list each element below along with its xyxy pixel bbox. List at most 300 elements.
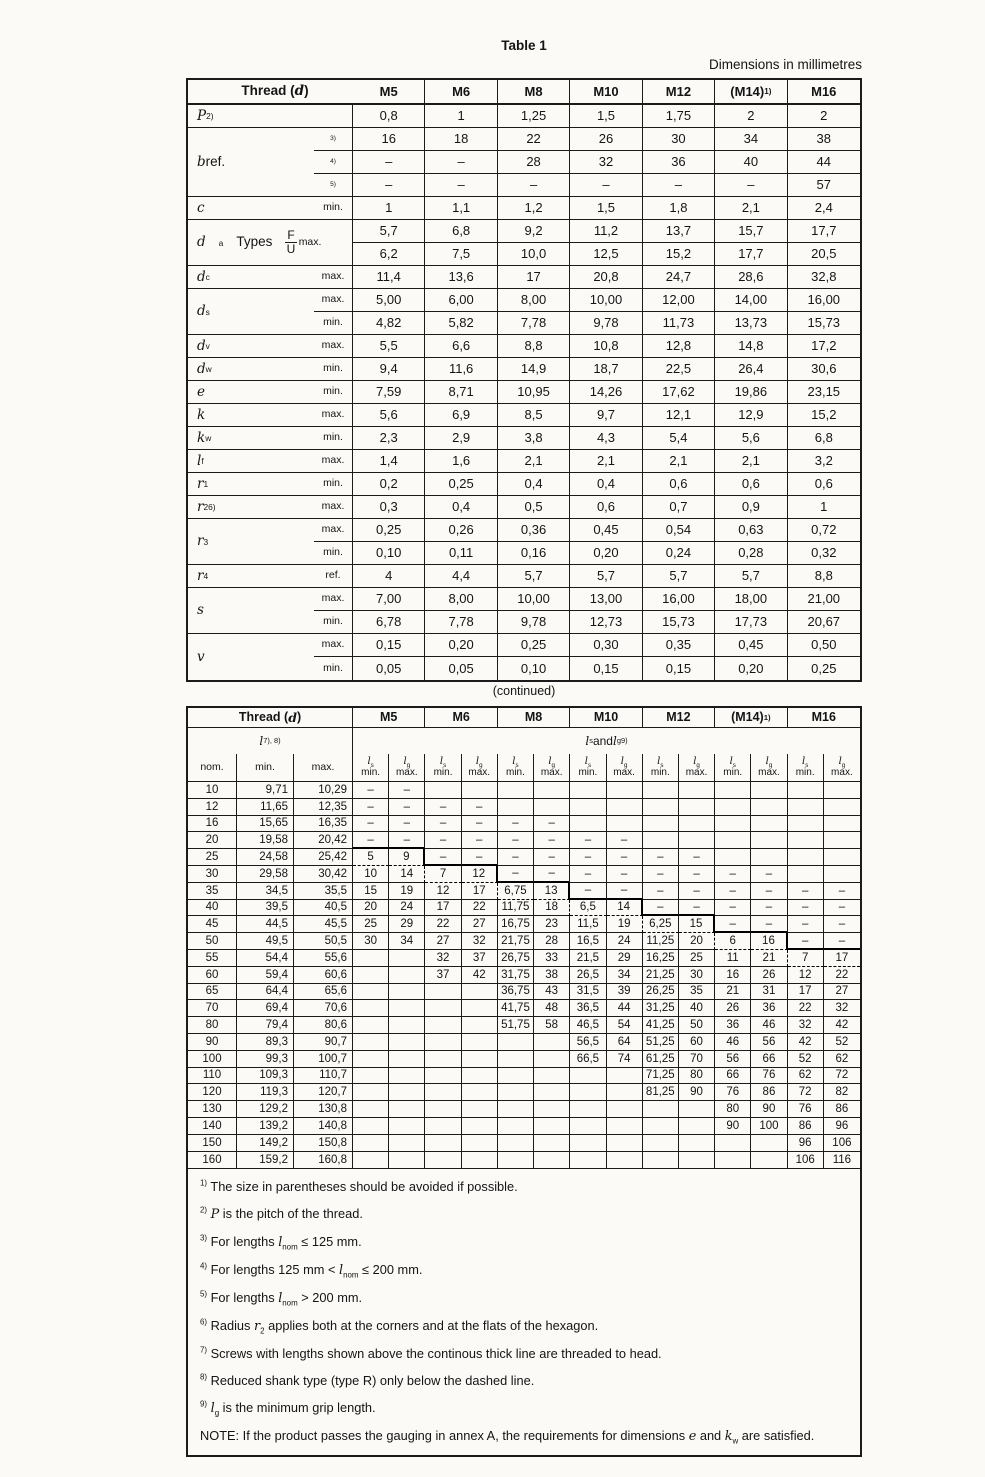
ls-cell — [643, 782, 679, 799]
nom-cell: 130 — [188, 1101, 237, 1118]
lg-cell — [824, 866, 860, 883]
max-cell: 16,35 — [294, 816, 353, 833]
nom-cell: 90 — [188, 1034, 237, 1051]
value-cell: 8,00 — [498, 289, 570, 312]
ls-cell: 20 — [353, 900, 389, 917]
value-cell: 2,1 — [715, 197, 787, 220]
value-cell: 0,32 — [788, 542, 860, 565]
value-cell: – — [498, 174, 570, 197]
value-cell: 13,7 — [643, 220, 715, 243]
value-cell: 12,73 — [570, 611, 642, 634]
lg-cell: 74 — [607, 1051, 643, 1068]
ls-cell: 32 — [788, 1017, 824, 1034]
lg-cell — [462, 984, 498, 1001]
ls-cell: 15 — [353, 883, 389, 900]
lg-cell: 52 — [824, 1034, 860, 1051]
value-cell: 0,9 — [715, 496, 787, 519]
max-cell: 40,5 — [294, 900, 353, 917]
pair-subheader: $l_s$ min. — [715, 754, 751, 782]
lg-cell: – — [389, 832, 425, 849]
ls-cell — [353, 1118, 389, 1135]
lg-cell: – — [607, 883, 643, 900]
ls-cell: – — [570, 832, 606, 849]
max-cell: 120,7 — [294, 1084, 353, 1101]
nom-cell: 16 — [188, 816, 237, 833]
value-cell: 13,6 — [425, 266, 497, 289]
value-cell: 0,05 — [425, 657, 497, 680]
column-header: M5 — [353, 708, 425, 728]
value-cell: 0,3 — [353, 496, 425, 519]
value-cell: 38 — [788, 128, 860, 151]
lg-cell: – — [679, 900, 715, 917]
row-modifier: min. — [314, 427, 353, 450]
value-cell: 0,20 — [425, 634, 497, 657]
lg-cell — [751, 832, 787, 849]
lg-cell: – — [824, 900, 860, 917]
lg-cell: 19 — [389, 883, 425, 900]
ls-cell: – — [715, 866, 751, 883]
lg-cell: 19 — [607, 916, 643, 933]
value-cell: 9,78 — [498, 611, 570, 634]
lg-cell: 76 — [751, 1068, 787, 1085]
lg-cell: 82 — [824, 1084, 860, 1101]
thread-header-cell: Thread ( d ) — [188, 80, 353, 105]
ls-cell: – — [715, 916, 751, 933]
lg-cell — [462, 1000, 498, 1017]
value-cell: 17,73 — [715, 611, 787, 634]
ls-cell — [643, 1101, 679, 1118]
ls-cell: 30 — [353, 933, 389, 950]
ls-cell: – — [715, 883, 751, 900]
pair-subheader: $l_s$ min. — [570, 754, 606, 782]
value-cell: 32 — [570, 151, 642, 174]
lg-cell — [679, 1152, 715, 1169]
lg-cell: – — [534, 849, 570, 866]
column-header: M8 — [498, 80, 570, 105]
ls-cell: 46 — [715, 1034, 751, 1051]
value-cell: 0,25 — [811, 660, 837, 676]
ls-cell: 10 — [353, 866, 389, 883]
lg-cell: 22 — [462, 900, 498, 917]
value-cell: 0,8 — [353, 105, 425, 128]
lg-cell: 32 — [462, 933, 498, 950]
value-cell: 44 — [788, 151, 860, 174]
value-cell: 2 — [715, 105, 787, 128]
ls-cell: 42 — [788, 1034, 824, 1051]
value-cell: 1,25 — [498, 105, 570, 128]
lg-cell: – — [679, 866, 715, 883]
lg-cell — [462, 1135, 498, 1152]
value-cell: 1,5 — [570, 105, 642, 128]
value-cell: – — [353, 151, 425, 174]
value-cell: 5,5 — [353, 335, 425, 358]
ls-cell: 6,5 — [570, 900, 606, 917]
nom-cell: 40 — [188, 900, 237, 917]
lg-cell: – — [824, 933, 860, 950]
lg-cell: 70 — [679, 1051, 715, 1068]
value-cell: 5,7 — [570, 565, 642, 588]
value-cell: 5,6 — [353, 404, 425, 427]
ls-cell: 6,25 — [643, 916, 679, 933]
max-cell: 60,6 — [294, 967, 353, 984]
ls-cell: 26,5 — [570, 967, 606, 984]
ls-cell: 41,25 — [643, 1017, 679, 1034]
value-cell: 0,25 — [353, 519, 425, 542]
lg-cell: 116 — [832, 1153, 852, 1166]
nom-cell: 30 — [188, 866, 237, 883]
value-cell: 0,6 — [788, 473, 860, 496]
value-cell: 4,3 — [570, 427, 642, 450]
ls-cell: – — [498, 816, 534, 833]
value-cell: 12,5 — [570, 243, 642, 266]
ls-cell — [498, 1034, 534, 1051]
value-cell: 0,30 — [570, 634, 642, 657]
lg-cell — [751, 799, 787, 816]
lg-cell — [824, 832, 860, 849]
value-cell: 15,73 — [788, 312, 860, 335]
max-cell: 45,5 — [294, 916, 353, 933]
ls-cell: 12 — [425, 883, 461, 900]
ls-cell: – — [715, 900, 751, 917]
lg-cell: 15 — [679, 916, 715, 933]
lg-cell: – — [462, 799, 498, 816]
lg-cell: 86 — [751, 1084, 787, 1101]
lg-cell: – — [389, 816, 425, 833]
ls-cell — [715, 816, 751, 833]
ls-cell — [570, 1152, 606, 1169]
footnote: $^{3)}$ For lengths $l_{nom} \le 125$ mm. — [200, 1234, 362, 1252]
pair-subheader: $l_s$ min. — [498, 754, 534, 782]
ls-cell: 90 — [715, 1118, 751, 1135]
lg-cell: 29 — [389, 916, 425, 933]
value-cell: 2,9 — [425, 427, 497, 450]
row-modifier: 4) — [314, 151, 353, 174]
value-cell: 0,5 — [498, 496, 570, 519]
lg-cell — [389, 1000, 425, 1017]
value-cell: – — [643, 174, 715, 197]
lg-cell: – — [751, 866, 787, 883]
nom-cell: 110 — [188, 1068, 237, 1085]
min-cell: 79,4 — [237, 1017, 294, 1034]
lg-cell — [607, 782, 643, 799]
value-cell: 0,63 — [715, 519, 787, 542]
value-cell: 0,11 — [425, 542, 497, 565]
min-cell: 15,65 — [237, 816, 294, 833]
lg-cell: 28 — [534, 933, 570, 950]
ls-cell: 46,5 — [570, 1017, 606, 1034]
max-cell: 160,8 — [294, 1152, 353, 1169]
value-cell: 13,73 — [715, 312, 787, 335]
ls-cell — [353, 1068, 389, 1085]
value-cell: 26 — [570, 128, 642, 151]
ls-cell: 56,5 — [570, 1034, 606, 1051]
value-cell: – — [425, 151, 497, 174]
ls-cell: – — [425, 832, 461, 849]
value-cell: 0,6 — [570, 496, 642, 519]
ls-cell: – — [570, 866, 606, 883]
value-cell: 1,2 — [498, 197, 570, 220]
ls-cell — [353, 950, 389, 967]
row-modifier: max. — [314, 496, 353, 519]
value-cell: 6,8 — [425, 220, 497, 243]
ls-cell — [788, 832, 824, 849]
ls-cell — [788, 866, 824, 883]
value-cell: 14,26 — [570, 381, 642, 404]
lg-cell: 56 — [751, 1034, 787, 1051]
ls-cell — [353, 1101, 389, 1118]
ls-cell: – — [353, 832, 389, 849]
ls-cell — [425, 1084, 461, 1101]
value-cell: 20,67 — [788, 611, 860, 634]
value-cell: 9,7 — [570, 404, 642, 427]
ls-cell: – — [353, 816, 389, 833]
lg-cell — [534, 782, 570, 799]
value-cell: 11,4 — [353, 266, 425, 289]
ls-cell: – — [570, 849, 606, 866]
column-header: M6 — [425, 80, 497, 105]
nom-cell: 140 — [188, 1118, 237, 1135]
pair-subheader: $l_g$ max. — [389, 754, 425, 782]
lg-cell: 32 — [824, 1000, 860, 1017]
left-subheader: max. — [294, 754, 353, 782]
ls-cell: – — [788, 883, 824, 900]
lg-cell: 27 — [824, 984, 860, 1001]
lg-cell — [389, 1084, 425, 1101]
lg-cell — [534, 799, 570, 816]
lg-cell — [751, 1152, 787, 1169]
value-cell: 7,00 — [353, 588, 425, 611]
ls-cell: 6 — [715, 933, 751, 950]
value-cell: 0,10 — [353, 542, 425, 565]
lg-cell: 46 — [751, 1017, 787, 1034]
ls-cell — [643, 799, 679, 816]
value-cell: 23,15 — [788, 381, 860, 404]
value-cell: 9,2 — [498, 220, 570, 243]
lg-cell: 14 — [389, 866, 425, 883]
row-modifier: min. — [314, 542, 353, 565]
ls-cell — [498, 782, 534, 799]
ls-cell: 41,75 — [498, 1000, 534, 1017]
ls-cell — [425, 1034, 461, 1051]
left-subheader: min. — [237, 754, 294, 782]
lg-cell: 44 — [607, 1000, 643, 1017]
lg-cell: 29 — [607, 950, 643, 967]
value-cell: 15,7 — [715, 220, 787, 243]
length-symbol-header: l 7), 8) — [188, 728, 353, 754]
footnote: $^{1)}$ The size in parentheses should be avoided if possible. — [200, 1179, 518, 1195]
value-cell: 5,00 — [353, 289, 425, 312]
value-cell: 12,1 — [643, 404, 715, 427]
nom-cell: 80 — [188, 1017, 237, 1034]
lg-cell: – — [824, 916, 860, 933]
lg-cell — [462, 782, 498, 799]
lg-cell: 31 — [751, 984, 787, 1001]
lg-cell — [679, 816, 715, 833]
value-cell: 9,4 — [353, 358, 425, 381]
footnotes-box — [188, 1169, 860, 1456]
max-cell: 30,42 — [294, 866, 353, 883]
row-label: k w — [188, 427, 314, 450]
ls-cell — [425, 1051, 461, 1068]
footnote: $^{4)}$ For lengths 125 mm < $l_{nom} \le 200$ mm. — [200, 1262, 423, 1280]
ls-cell — [498, 1068, 534, 1085]
nom-cell: 10 — [188, 782, 237, 799]
value-cell: 0,24 — [643, 542, 715, 565]
lg-cell — [534, 1152, 570, 1169]
min-cell: 149,2 — [237, 1135, 294, 1152]
row-label: s — [188, 588, 314, 634]
ls-cell — [643, 1152, 679, 1169]
value-cell: 7,78 — [498, 312, 570, 335]
lg-cell: 14 — [607, 900, 643, 917]
min-cell: 139,2 — [237, 1118, 294, 1135]
value-cell: – — [570, 174, 642, 197]
lg-cell — [462, 1118, 498, 1135]
min-cell: 109,3 — [237, 1068, 294, 1085]
pair-subheader: $l_g$ max. — [679, 754, 715, 782]
value-cell: 28,6 — [715, 266, 787, 289]
ls-cell: – — [425, 849, 461, 866]
ls-cell: 7 — [788, 950, 824, 967]
lg-cell: – — [462, 849, 498, 866]
value-cell: 30,6 — [788, 358, 860, 381]
ls-cell — [425, 1000, 461, 1017]
row-label: d a Types $\frac{F}{U}$ max. — [188, 220, 353, 266]
note-text: NOTE: If the product passes the gauging in annex A, the requirements for dimensions e and $k_w$ are satisfied. — [200, 1428, 815, 1447]
ls-cell — [570, 799, 606, 816]
min-cell: 159,2 — [237, 1152, 294, 1169]
ls-cell: 22 — [788, 1000, 824, 1017]
ls-cell: – — [788, 933, 824, 950]
lg-cell — [679, 799, 715, 816]
lg-cell: 66 — [751, 1051, 787, 1068]
value-cell: 0,54 — [643, 519, 715, 542]
lg-cell — [534, 1135, 570, 1152]
ls-cell: 26,25 — [643, 984, 679, 1001]
nom-cell: 25 — [188, 849, 237, 866]
ls-cell — [353, 1051, 389, 1068]
ls-cell — [353, 1000, 389, 1017]
min-cell: 29,58 — [237, 866, 294, 883]
ls-cell: 31,25 — [643, 1000, 679, 1017]
lg-cell — [389, 1118, 425, 1135]
column-header: (M14) 1) — [715, 80, 787, 105]
row-modifier: max. — [314, 588, 353, 611]
max-cell: 25,42 — [294, 849, 353, 866]
value-cell: 22 — [498, 128, 570, 151]
value-cell: 1,8 — [643, 197, 715, 220]
value-cell: 5,6 — [715, 427, 787, 450]
ls-cell: 37 — [425, 967, 461, 984]
lg-cell: – — [534, 866, 570, 883]
ls-cell — [570, 1068, 606, 1085]
ls-cell — [498, 1135, 534, 1152]
ls-cell: 106 — [788, 1152, 824, 1169]
ls-cell — [570, 1118, 606, 1135]
row-modifier: min. — [314, 611, 353, 634]
ls-cell: 6,75 — [498, 883, 534, 900]
lg-cell: 22 — [824, 967, 860, 984]
lg-cell — [824, 799, 860, 816]
row-label: k — [188, 404, 314, 427]
lg-cell — [389, 1051, 425, 1068]
value-cell: 24,7 — [643, 266, 715, 289]
lg-cell — [534, 1084, 570, 1101]
ls-cell: 51,25 — [643, 1034, 679, 1051]
ls-cell — [570, 1101, 606, 1118]
ls-cell: 71,25 — [643, 1068, 679, 1085]
row-modifier: min. — [314, 381, 353, 404]
ls-cell — [570, 1135, 606, 1152]
row-label: r 2 6) — [188, 496, 314, 519]
max-cell: 35,5 — [294, 883, 353, 900]
value-cell: 6,00 — [425, 289, 497, 312]
lg-cell: 26 — [751, 967, 787, 984]
lg-cell: 40 — [679, 1000, 715, 1017]
ls-cell: 81,25 — [643, 1084, 679, 1101]
ls-cell — [643, 816, 679, 833]
value-cell: 18 — [425, 128, 497, 151]
value-cell: 6,6 — [425, 335, 497, 358]
min-cell: 19,58 — [237, 832, 294, 849]
ls-cell: 11,25 — [643, 933, 679, 950]
min-cell: 69,4 — [237, 1000, 294, 1017]
lg-cell: – — [824, 883, 860, 900]
lg-cell — [607, 1135, 643, 1152]
row-modifier: max. — [314, 266, 353, 289]
ls-cell: 26,75 — [498, 950, 534, 967]
ls-cell: – — [788, 900, 824, 917]
row-label: e — [188, 381, 314, 404]
ls-cell — [498, 1084, 534, 1101]
ls-cell — [715, 832, 751, 849]
pair-subheader: $l_s$ min. — [788, 754, 824, 782]
lg-cell — [824, 816, 860, 833]
row-label: r 3 — [188, 519, 314, 565]
pair-subheader: $l_g$ max. — [751, 754, 787, 782]
value-cell: 32,8 — [788, 266, 860, 289]
value-cell: 17,2 — [788, 335, 860, 358]
value-cell: 10,00 — [570, 289, 642, 312]
pair-subheader: $l_s$ min. — [353, 754, 389, 782]
value-cell: 0,2 — [353, 473, 425, 496]
lg-cell — [389, 967, 425, 984]
left-subheader: nom. — [188, 754, 237, 782]
lg-cell: 24 — [607, 933, 643, 950]
value-cell: 2,1 — [643, 450, 715, 473]
row-modifier: max. — [314, 335, 353, 358]
value-cell: 12,00 — [643, 289, 715, 312]
ls-cell: 11 — [715, 950, 751, 967]
row-label: r 1 — [188, 473, 314, 496]
ls-cell — [353, 1135, 389, 1152]
lg-cell — [462, 1084, 498, 1101]
value-cell: 0,36 — [498, 519, 570, 542]
value-cell: 20,5 — [788, 243, 860, 266]
lg-cell — [824, 849, 860, 866]
ls-cell: 17 — [425, 900, 461, 917]
footnote: $^{8)}$ Reduced shank type (type R) only below the dashed line. — [200, 1373, 535, 1389]
nom-cell: 150 — [188, 1135, 237, 1152]
thread-header-cell: Thread ( d ) — [188, 708, 353, 728]
ls-cell — [788, 782, 824, 799]
value-cell: 16 — [353, 128, 425, 151]
ls-cell: 25 — [353, 916, 389, 933]
ls-cell: 31,75 — [498, 967, 534, 984]
row-label: P 2) — [188, 105, 314, 128]
value-cell: 2,3 — [353, 427, 425, 450]
nom-cell: 120 — [188, 1084, 237, 1101]
